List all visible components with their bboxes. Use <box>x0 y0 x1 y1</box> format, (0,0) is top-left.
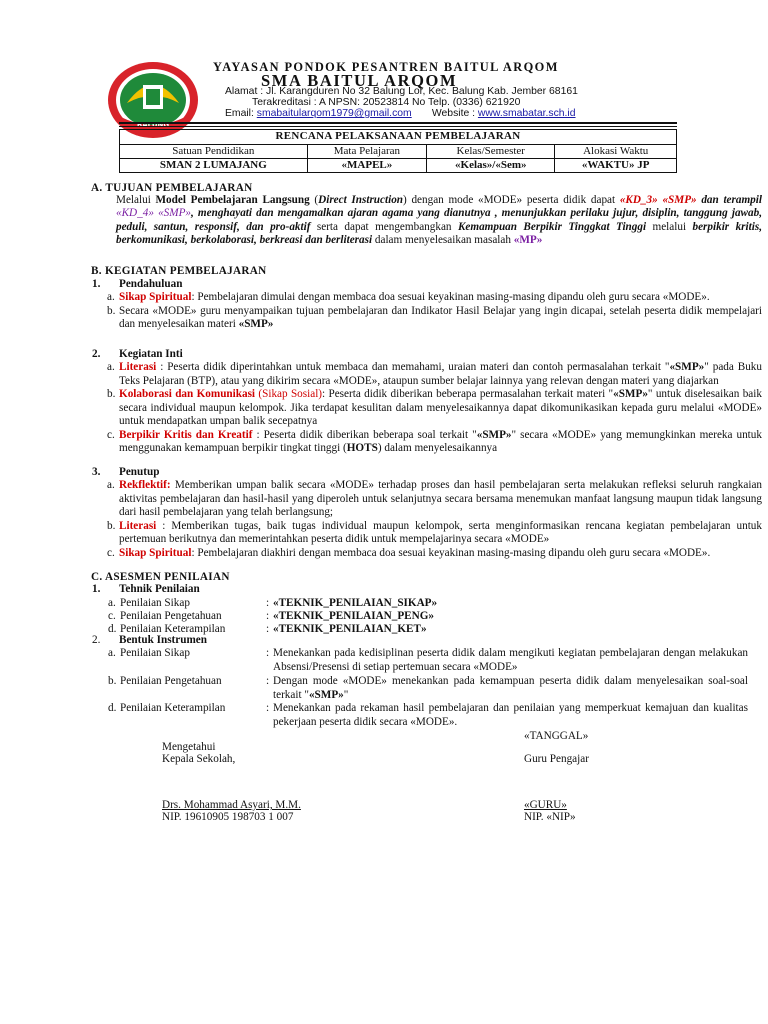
table-header-cell: Alokasi Waktu <box>555 145 677 159</box>
mengetahui-label: Mengetahui <box>162 741 216 753</box>
section-a-paragraph: Melalui Model Pembelajaran Langsung (Direct Instruction) dengan mode «MODE» peserta didik dapat «KD_3» «SMP» dan terampil «KD_4» «SMP», menghayati dan mengamalkan ajaran agama yang dianutnya , menunjukkan perilaku jujur, disiplin, tanggung jawab, peduli, santun, responsif, dan pro-aktif serta dapat mengembangkan Kemampuan Berpikir Tinggkat Tinggi melalui berpikir kritis, berkomunikasi, berkolaborasi, berkreasi dan berliterasi dalam menyelesaikan masalah «MP» <box>116 194 762 247</box>
school-contact <box>225 108 576 120</box>
table-row <box>120 145 677 159</box>
website-link[interactable]: www.smabatar.sch.id <box>477 108 576 119</box>
list-item: a. Sikap Spiritual: Pembelajaran dimulai dengan membaca doa sesuai keyakinan masing-masing dipandu oleh guru secara «MODE». <box>107 291 710 304</box>
header-rule-thin <box>119 126 677 127</box>
table-header-cell: Kelas/Semester <box>427 145 555 159</box>
table-cell: «WAKTU» JP <box>555 159 677 173</box>
list-item: a. Literasi : Peserta didik diperintahkan untuk membaca dan memahami, uraian materi dan contoh permasalahan terkait "«SMP»" pada Buku Teks Pelajaran (BTP), atau yang dikirim secara «MODE», ataupun sumber belajar lainnya yang relevan dengan materi yang diajarkan <box>107 361 762 387</box>
kepala-name: Drs. Mohammad Asyari, M.M. <box>162 799 301 811</box>
table-row: a. Penilaian Sikap : Menekankan pada kedisiplinan peserta didik dalam mengikuti kegiatan pembelajaran dengan melakukan Absensi/Presensi di setiap pertemuan secara «MODE» <box>108 647 748 673</box>
guru-pengajar-label: Guru Pengajar <box>524 753 589 765</box>
section-c-title: C. ASESMEN PENILAIAN <box>91 571 230 583</box>
table-cell: «Kelas»/«Sem» <box>427 159 555 173</box>
logo-text: BALUNG <box>136 121 170 129</box>
table-row: b. Penilaian Pengetahuan : Dengan mode «MODE» menekankan pada kemampuan peserta didik dalam menyelesaikan soal-soal terkait "«SMP»" <box>108 675 748 701</box>
header-rule-thick <box>119 122 677 124</box>
penutup-heading: 3. Penutup <box>92 466 160 478</box>
list-item: b. Kolaborasi dan Komunikasi (Sikap Sosial): Peserta didik diberikan beberapa permasalahan terkait materi "«SMP»" untuk diselesaikan baik secara individual maupun kelompok. Jika terdapat kesulitan dalam menyelesaikannya dapat dikomunikasikan kepada guru melalui «MODE» untuk mendapatkan umpan balik secepatnya <box>107 388 762 428</box>
email-label: Email: <box>225 108 257 119</box>
table-row <box>120 130 677 145</box>
list-item: c. Berpikir Kritis dan Kreatif : Peserta didik diberikan beberapa soal terkait "«SMP»" secara «MODE» yang memungkinkan mereka untuk menggunakan kemampuan berpikir tingkat tinggi (HOTS) dalam menyelesaikannya <box>107 428 762 455</box>
table-row: a. Penilaian Sikap : «TEKNIK_PENILAIAN_SIKAP» <box>108 597 438 610</box>
website-label: Website : <box>411 108 478 119</box>
table-row: d. Penilaian Keterampilan : Menekankan pada rekaman hasil pembelajaran dan penilaian yang memperkuat kemajuan dan kualitas pekerjaan peserta didik secara «MODE». <box>108 702 748 728</box>
school-address: Alamat : Jl. Karangduren No 32 Balung Lor, Kec. Balung Kab. Jember 68161 <box>225 86 578 97</box>
pendahuluan-heading: 1. Pendahuluan <box>92 278 183 290</box>
school-accreditation: Terakreditasi : A NPSN: 20523814 No Telp. (0336) 621920 <box>252 97 521 108</box>
bentuk-instrumen-heading: 2. Bentuk Instrumen <box>92 634 207 646</box>
list-item: b. Secara «MODE» guru menyampaikan tujuan pembelajaran dan Indikator Hasil Belajar yang ingin dicapai, setelah peserta didik mempelajari dan menyelesaikan materi «SMP» <box>107 304 762 331</box>
teknik-penilaian-block <box>92 583 762 636</box>
date-field: «TANGGAL» <box>524 730 589 742</box>
penutup-block <box>92 466 762 560</box>
teknik-penilaian-heading: 1. Tehnik Penilaian <box>92 583 200 595</box>
email-link[interactable]: smabaitularqom1979@gmail.com <box>256 108 412 119</box>
section-b-title: B. KEGIATAN PEMBELAJARAN <box>91 265 267 277</box>
list-item: c. Sikap Spiritual: Pembelajaran diakhiri dengan membaca doa sesuai keyakinan masing-masing dipandu oleh guru secara «MODE». <box>107 546 711 559</box>
rpp-title: RENCANA PELAKSANAAN PEMBELAJARAN <box>120 130 677 145</box>
table-header-cell: Mata Pelajaran <box>307 145 426 159</box>
school-name: SMA BAITUL ARQOM <box>261 71 458 90</box>
kegiatan-inti-heading: 2. Kegiatan Inti <box>92 348 183 360</box>
table-row: d. Penilaian Keterampilan : «TEKNIK_PENILAIAN_KET» <box>108 623 427 636</box>
list-item: b. Literasi : Memberikan tugas, baik tugas individual maupun kelompok, serta menginformasikan rencana kegiatan pembelajaran untuk pertemuan berikutnya dan memerintahkan peserta didik untuk mempelajarinya secara «MODE» <box>107 519 762 546</box>
list-item: a. Rekflektif: Memberikan umpan balik secara «MODE» terhadap proses dan hasil pembelajaran serta melakukan refleksi seluruh rangkaian aktivitas pembelajaran dan hasil-hasil yang diperoleh untuk selanjutnya secara bersama menemukan manfaat langsung maupun tidak langsung dari hasil pembelajaran yang telah berlangsung; <box>107 479 762 519</box>
rpp-info-table <box>119 129 677 173</box>
table-cell: «MAPEL» <box>307 159 426 173</box>
kepala-nip: NIP. 19610905 198703 1 007 <box>162 811 294 823</box>
section-a-title: A. TUJUAN PEMBELAJARAN <box>91 182 253 194</box>
table-header-cell: Satuan Pendidikan <box>120 145 308 159</box>
pendahuluan-block <box>92 278 762 332</box>
bentuk-instrumen-block <box>92 634 762 730</box>
kepala-sekolah-label: Kepala Sekolah, <box>162 753 236 765</box>
yayasan-name: YAYASAN PONDOK PESANTREN BAITUL ARQOM <box>213 60 559 74</box>
table-cell: SMAN 2 LUMAJANG <box>120 159 308 173</box>
guru-name: «GURU» <box>524 799 567 811</box>
table-row: c. Penilaian Pengetahuan : «TEKNIK_PENILAIAN_PENG» <box>108 610 434 623</box>
kegiatan-inti-block <box>92 348 762 456</box>
guru-nip: NIP. «NIP» <box>524 811 576 823</box>
table-row <box>120 159 677 173</box>
